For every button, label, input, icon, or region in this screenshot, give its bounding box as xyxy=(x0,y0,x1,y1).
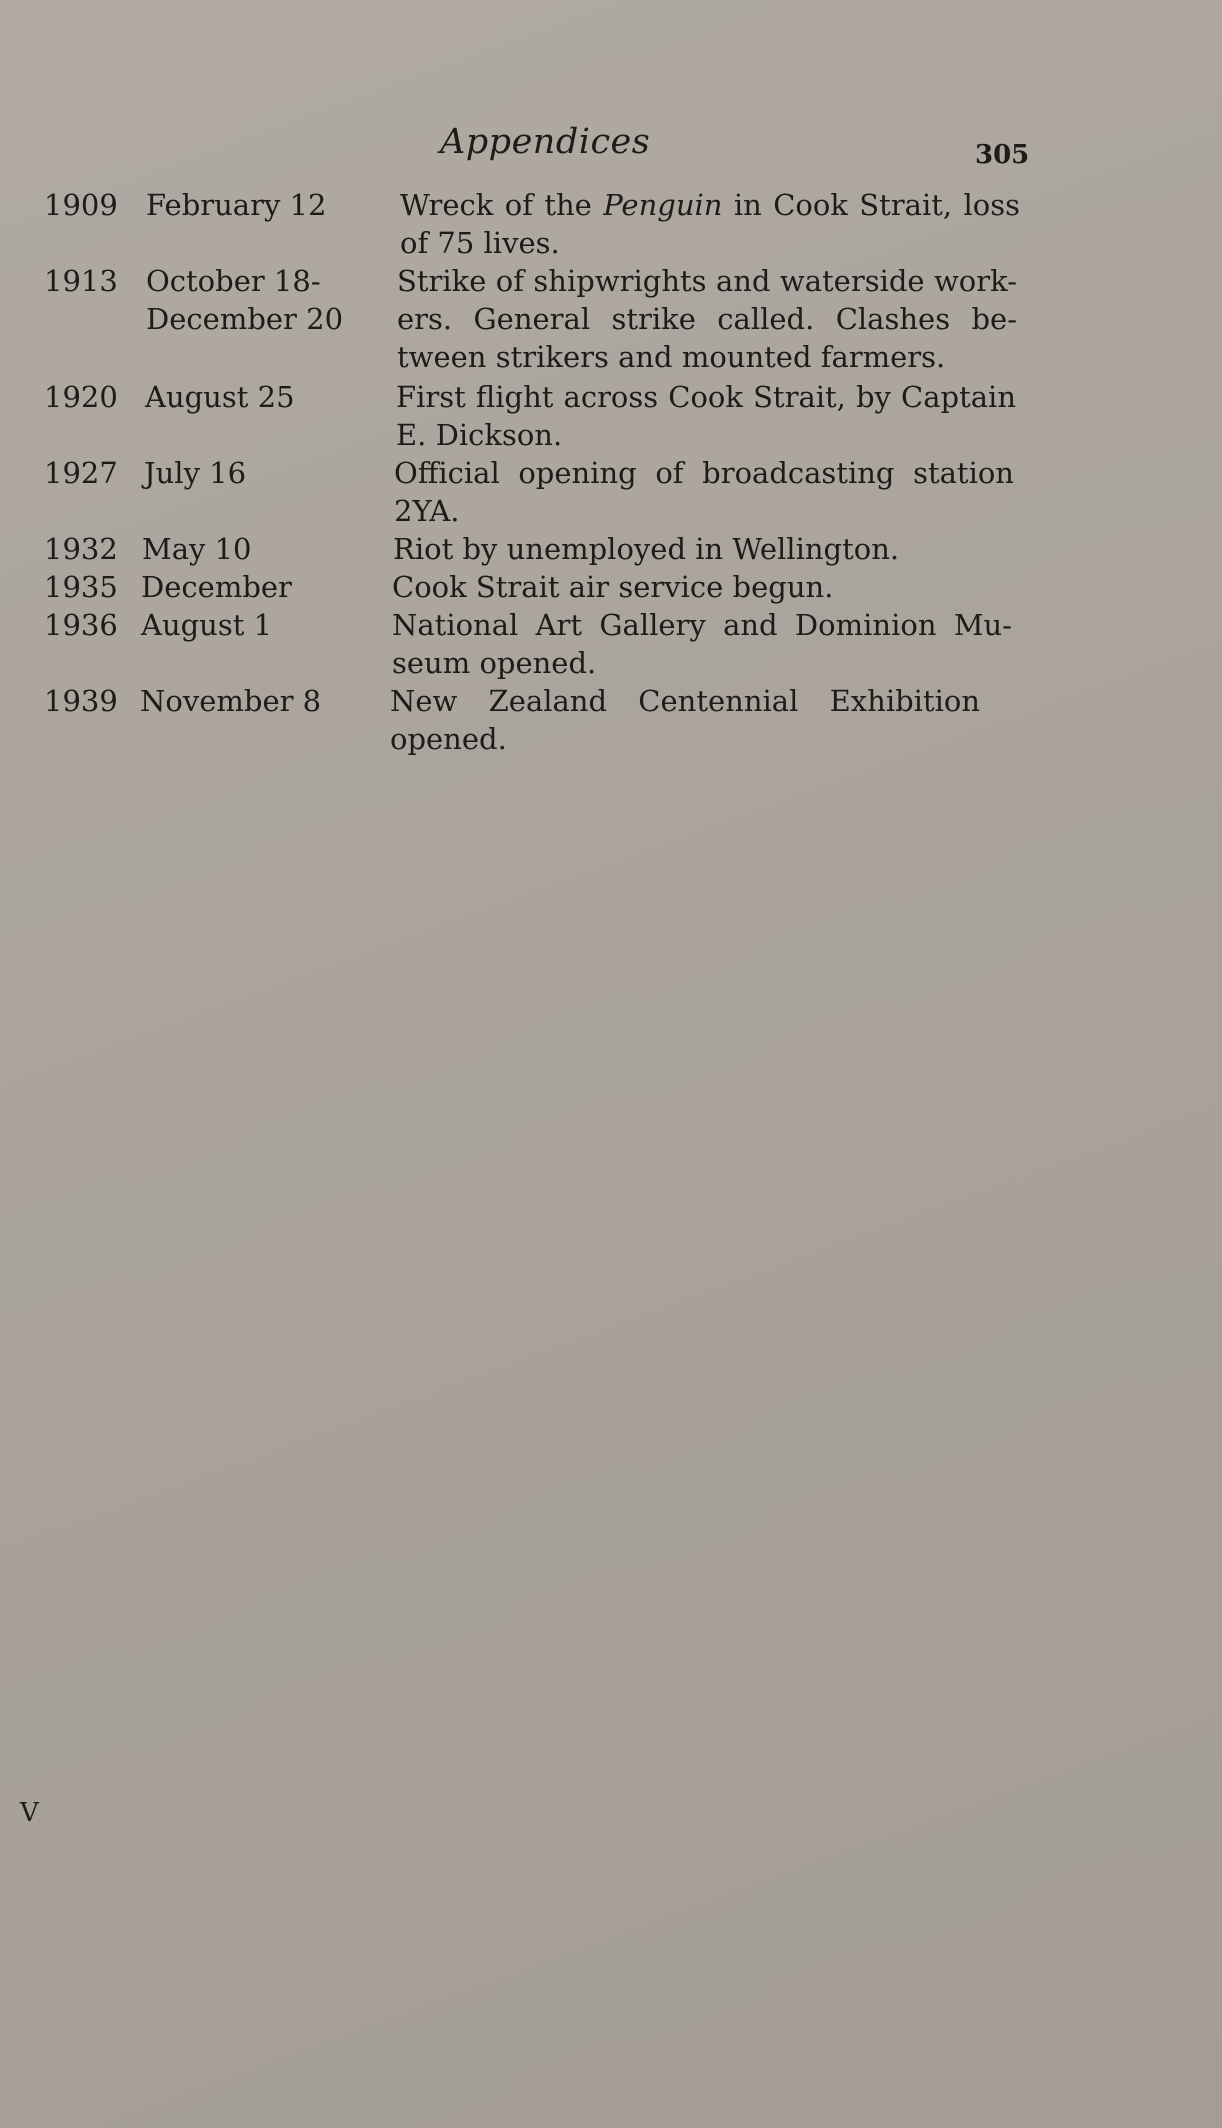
entry-event-line: ers. General strike called. Clashes be- xyxy=(397,302,1017,336)
entry-date xyxy=(146,186,326,224)
entry-event xyxy=(392,568,1012,606)
ship-name: Penguin xyxy=(603,188,723,222)
entry-event-line: Strike of shipwrights and waterside work- xyxy=(397,264,1017,298)
entry-date xyxy=(142,530,252,568)
entry-event xyxy=(393,530,1013,568)
entry-date-line: December 20 xyxy=(146,302,344,336)
signature-mark: V xyxy=(20,1798,39,1828)
running-head: Appendices xyxy=(440,122,651,162)
entry-event-line: National Art Gallery and Dominion Mu- xyxy=(392,608,1012,642)
entry-event-line: Cook Strait air service begun. xyxy=(392,570,834,604)
entry-date-line: May 10 xyxy=(142,532,252,566)
event-text: Wreck of the xyxy=(400,188,604,222)
entry-event-line: opened. xyxy=(390,722,507,756)
entry-event-line: E. Dickson. xyxy=(396,418,563,452)
entry-event-line xyxy=(400,186,1020,224)
entry-event-line: Official opening of broadcasting station xyxy=(394,456,1014,490)
entry-year: 1935 xyxy=(44,570,118,604)
entry-year: 1909 xyxy=(44,188,118,222)
entry-event-line: New Zealand Centennial Exhibition xyxy=(390,684,980,718)
entry-date-line: August 25 xyxy=(145,380,295,414)
entry-date xyxy=(145,378,295,416)
entry-year: 1927 xyxy=(44,456,118,490)
entry-date-line: December xyxy=(141,570,292,604)
entry-event xyxy=(396,378,1016,454)
entry-year: 1936 xyxy=(44,608,118,642)
entry-event xyxy=(392,606,1012,682)
entry-date-line: August 1 xyxy=(141,608,273,642)
entry-year: 1913 xyxy=(44,264,118,298)
entry-event xyxy=(400,186,1020,262)
page-number: 305 xyxy=(975,140,1030,170)
entry-event-line: Riot by unemployed in Wellington. xyxy=(393,532,900,566)
entry-date xyxy=(146,262,343,338)
entry-event-line: First flight across Cook Strait, by Captain xyxy=(396,380,1016,414)
entry-event-line: 2YA. xyxy=(394,494,460,528)
entry-date xyxy=(141,606,272,644)
entry-date xyxy=(141,568,292,606)
entry-event-line: tween strikers and mounted farmers. xyxy=(397,340,946,374)
entry-year: 1932 xyxy=(44,532,118,566)
entry-date-line: November 8 xyxy=(140,684,322,718)
entry-year: 1920 xyxy=(44,380,118,414)
entry-date-line: February 12 xyxy=(146,188,327,222)
event-text: in Cook Strait, loss xyxy=(722,188,1020,222)
entry-date-line: October 18- xyxy=(146,264,321,298)
entry-event xyxy=(397,262,1017,376)
entry-year: 1939 xyxy=(44,684,118,718)
entry-event-line: seum opened. xyxy=(392,646,597,680)
entry-date xyxy=(144,454,246,492)
entry-date-line: July 16 xyxy=(144,456,247,490)
entry-event xyxy=(390,682,980,758)
entry-date xyxy=(140,682,321,720)
entry-event xyxy=(394,454,1014,530)
entry-event-line: of 75 lives. xyxy=(400,226,560,260)
